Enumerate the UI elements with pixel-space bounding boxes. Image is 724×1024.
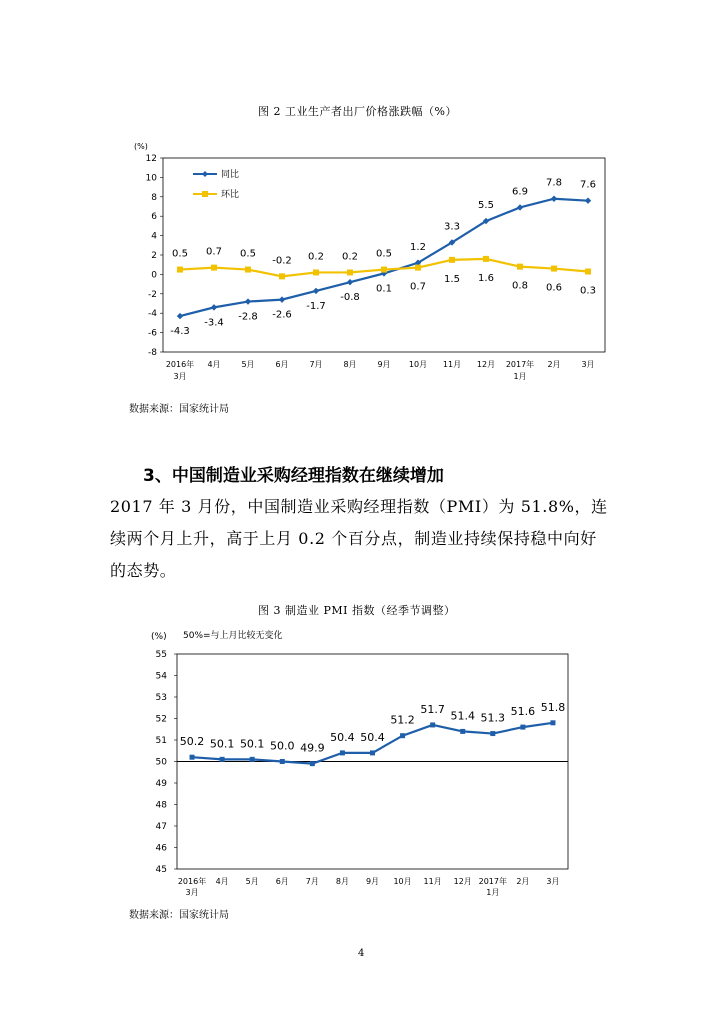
figure2-data-label: 0.2 <box>342 251 358 263</box>
figure2-data-label: 7.6 <box>580 179 596 191</box>
figure2-data-label: 5.5 <box>478 200 494 212</box>
section3-paragraph-line-3: 的态势。 <box>110 561 177 580</box>
figure2-point <box>313 269 319 275</box>
figure2-x-tick-label: 9月 <box>377 360 391 369</box>
figure2-x-ticks <box>166 359 595 381</box>
figure3-point <box>280 759 285 764</box>
figure3-data-label: 50.1 <box>239 737 265 751</box>
figure2-caption: 图 2 工业生产者出厂价格涨跌幅（%） <box>258 105 457 118</box>
figure3-point <box>400 733 405 738</box>
figure2-point <box>483 256 489 262</box>
figure2-unit-label: (%) <box>134 142 148 151</box>
figure2-data-label: -0.2 <box>272 255 292 267</box>
figure2-data-label: 1.6 <box>478 272 494 284</box>
figure2-point <box>279 273 285 279</box>
figure3-y-tick-label: 51 <box>155 736 167 746</box>
figure2-data-label: 0.3 <box>580 285 596 297</box>
figure2-y-tick-label: -6 <box>148 328 157 339</box>
figure2-point <box>177 313 183 319</box>
figure2-point <box>245 267 251 273</box>
figure2-point <box>211 265 217 271</box>
figure2-point <box>517 264 523 270</box>
figure3-x-tick-label: 11月 <box>423 877 442 886</box>
figure2-data-label: 0.1 <box>376 283 392 295</box>
figure2-data-label: -2.6 <box>272 309 292 321</box>
figure3-unit-label: (%) <box>151 632 167 642</box>
figure3-x-tick-label: 6月 <box>275 877 289 886</box>
figure2-data-label: 1.5 <box>444 273 460 285</box>
figure2-x-tick-label: 2017年 <box>505 360 535 369</box>
figure2-point <box>313 288 319 294</box>
figure3-x-ticks <box>178 876 560 897</box>
figure2-point <box>177 267 183 273</box>
figure2-x-tick-label: 2月 <box>547 360 561 369</box>
figure3-y-tick-label: 47 <box>155 822 167 832</box>
figure3-data-label: 50.2 <box>179 735 205 749</box>
figure2-x-tick-label: 5月 <box>241 360 255 369</box>
figure3-x-tick-label: 3月 <box>185 888 199 897</box>
figure3-data-label: 51.6 <box>510 705 536 719</box>
figure2-x-tick-label: 12月 <box>476 360 496 369</box>
figure2-data-label: 7.8 <box>546 177 562 189</box>
figure2-y-tick-label: -4 <box>148 309 157 320</box>
figure3-data-labels <box>180 701 565 755</box>
figure3-y-tick-label: 48 <box>155 800 167 811</box>
figure2-point <box>211 304 217 310</box>
figure3-y-tick-label: 45 <box>155 865 167 875</box>
figure3-source: 数据来源：国家统计局 <box>129 910 229 921</box>
figure2-point <box>347 269 353 275</box>
figure2-price-chart <box>120 140 610 390</box>
section3-paragraph-line-1: 2017 年 3 月份，中国制造业采购经理指数（PMI）为 51.8%，连 <box>110 497 608 516</box>
figure2-x-tick-label: 7月 <box>309 360 323 369</box>
figure2-x-tick-label: 2016年 <box>165 360 195 369</box>
figure3-x-tick-label: 3月 <box>546 877 560 886</box>
figure2-y-tick-label: 0 <box>151 270 157 281</box>
figure3-y-tick-label: 52 <box>155 714 167 725</box>
figure3-x-tick-label: 2016年 <box>177 877 207 886</box>
figure3-y-tick-label: 49 <box>155 779 167 789</box>
figure3-y-tick-label: 55 <box>155 650 167 660</box>
figure3-data-label: 51.8 <box>540 700 566 714</box>
figure2-data-label: -1.7 <box>306 300 326 312</box>
figure2-data-label: 0.2 <box>308 251 324 263</box>
figure3-point <box>550 720 555 725</box>
figure2-data-label: -0.8 <box>340 292 360 304</box>
figure2-y-tick-label: 10 <box>145 173 157 184</box>
figure2-legend <box>193 168 239 200</box>
figure3-x-tick-label: 12月 <box>453 877 472 886</box>
figure2-point <box>279 296 285 302</box>
figure2-x-tick-label: 6月 <box>275 360 289 369</box>
figure2-data-label: 0.5 <box>172 248 188 260</box>
figure2-point <box>517 204 523 210</box>
figure3-point <box>340 750 345 755</box>
figure2-point <box>245 298 251 304</box>
figure3-point <box>250 757 255 762</box>
figure3-point <box>220 757 225 762</box>
figure2-y-tick-label: 6 <box>151 212 157 223</box>
figure3-x-tick-label: 2月 <box>516 877 530 886</box>
figure3-point <box>190 755 195 760</box>
figure3-y-tick-label: 50 <box>155 757 167 768</box>
figure3-x-tick-label: 1月 <box>486 888 500 897</box>
figure3-data-label: 50.0 <box>270 739 295 753</box>
figure3-data-label: 51.2 <box>390 713 415 727</box>
figure2-x-tick-label: 10月 <box>408 360 428 369</box>
figure2-data-label: 0.6 <box>546 282 562 294</box>
figure3-data-label: 50.4 <box>360 730 385 744</box>
figure3-x-tick-label: 5月 <box>245 877 259 886</box>
figure2-x-tick-label: 4月 <box>207 360 221 369</box>
figure2-data-label: 0.5 <box>376 248 392 260</box>
figure3-x-tick-label: 9月 <box>365 877 380 886</box>
figure2-x-tick-label: 8月 <box>343 360 357 369</box>
figure2-data-label: 0.5 <box>240 248 256 260</box>
figure2-point <box>347 279 353 285</box>
figure2-point <box>585 268 591 274</box>
figure2-y-tick-label: 8 <box>151 192 157 203</box>
figure3-axes <box>156 650 568 875</box>
figure2-x-tick-label: 3月 <box>173 372 187 381</box>
figure2-data-label: 0.7 <box>206 246 222 258</box>
figure3-data-label: 50.1 <box>209 737 235 751</box>
figure2-point <box>551 196 557 202</box>
figure2-point <box>449 257 455 263</box>
figure3-point <box>520 725 525 730</box>
figure2-y-tick-label: -2 <box>148 289 157 300</box>
figure3-x-tick-label: 7月 <box>305 877 319 886</box>
figure3-y-tick-label: 46 <box>155 843 167 854</box>
figure3-data-label: 50.4 <box>330 730 355 744</box>
figure2-data-label: 0.7 <box>410 281 426 293</box>
figure2-data-label: 1.2 <box>410 241 426 253</box>
page-number: 4 <box>358 948 365 959</box>
figure3-x-tick-label: 2017年 <box>478 877 507 886</box>
figure3-point <box>310 761 315 766</box>
figure3-data-label: 51.7 <box>420 702 445 716</box>
figure2-source: 数据来源：国家统计局 <box>129 404 229 415</box>
figure3-point <box>490 731 495 736</box>
figure3-point <box>460 729 465 734</box>
figure2-data-label: -2.8 <box>238 311 258 323</box>
figure2-legend-marker <box>202 171 208 177</box>
figure2-point <box>551 266 557 272</box>
figure2-data-labels <box>170 178 596 337</box>
figure2-y-tick-label: 4 <box>151 231 157 242</box>
figure2-legend-marker <box>202 191 208 197</box>
section3-heading: 3、中国制造业采购经理指数在继续增加 <box>143 466 444 486</box>
figure2-data-label: -4.3 <box>170 326 190 338</box>
figure3-point <box>430 722 435 727</box>
figure2-legend-label: 环比 <box>221 190 240 200</box>
figure2-point <box>585 197 591 203</box>
figure3-note: 50%=与上月比较无变化 <box>183 631 283 641</box>
figure2-point <box>381 267 387 273</box>
figure2-x-tick-label: 11月 <box>442 360 462 369</box>
figure2-x-tick-label: 3月 <box>581 360 595 369</box>
section3-paragraph-line-2: 续两个月上升，高于上月 0.2 个百分点，制造业持续保持稳中向好 <box>110 529 597 548</box>
figure3-x-tick-label: 4月 <box>215 877 229 886</box>
figure3-y-tick-label: 54 <box>155 671 167 682</box>
figure3-data-label: 51.3 <box>480 711 506 725</box>
figure2-data-label: 3.3 <box>444 221 460 233</box>
figure2-y-tick-label: -8 <box>148 348 157 358</box>
figure2-x-tick-label: 1月 <box>513 372 527 381</box>
figure3-pmi-chart <box>135 622 590 900</box>
figure3-x-tick-label: 8月 <box>335 877 349 886</box>
figure2-y-tick-label: 2 <box>151 251 157 261</box>
figure2-data-label: -3.4 <box>204 317 224 329</box>
figure2-point <box>415 265 421 271</box>
figure2-y-tick-label: 12 <box>145 154 157 164</box>
figure3-point <box>370 750 375 755</box>
figure2-data-label: 6.9 <box>512 186 528 198</box>
figure3-x-tick-label: 10月 <box>393 877 412 886</box>
figure3-y-tick-label: 53 <box>155 693 167 703</box>
figure3-data-label: 51.4 <box>450 709 475 723</box>
figure2-data-label: 0.8 <box>512 280 528 292</box>
figure3-data-label: 49.9 <box>300 741 325 755</box>
figure2-legend-label: 同比 <box>221 170 240 180</box>
figure3-caption: 图 3 制造业 PMI 指数（经季节调整） <box>258 604 456 617</box>
